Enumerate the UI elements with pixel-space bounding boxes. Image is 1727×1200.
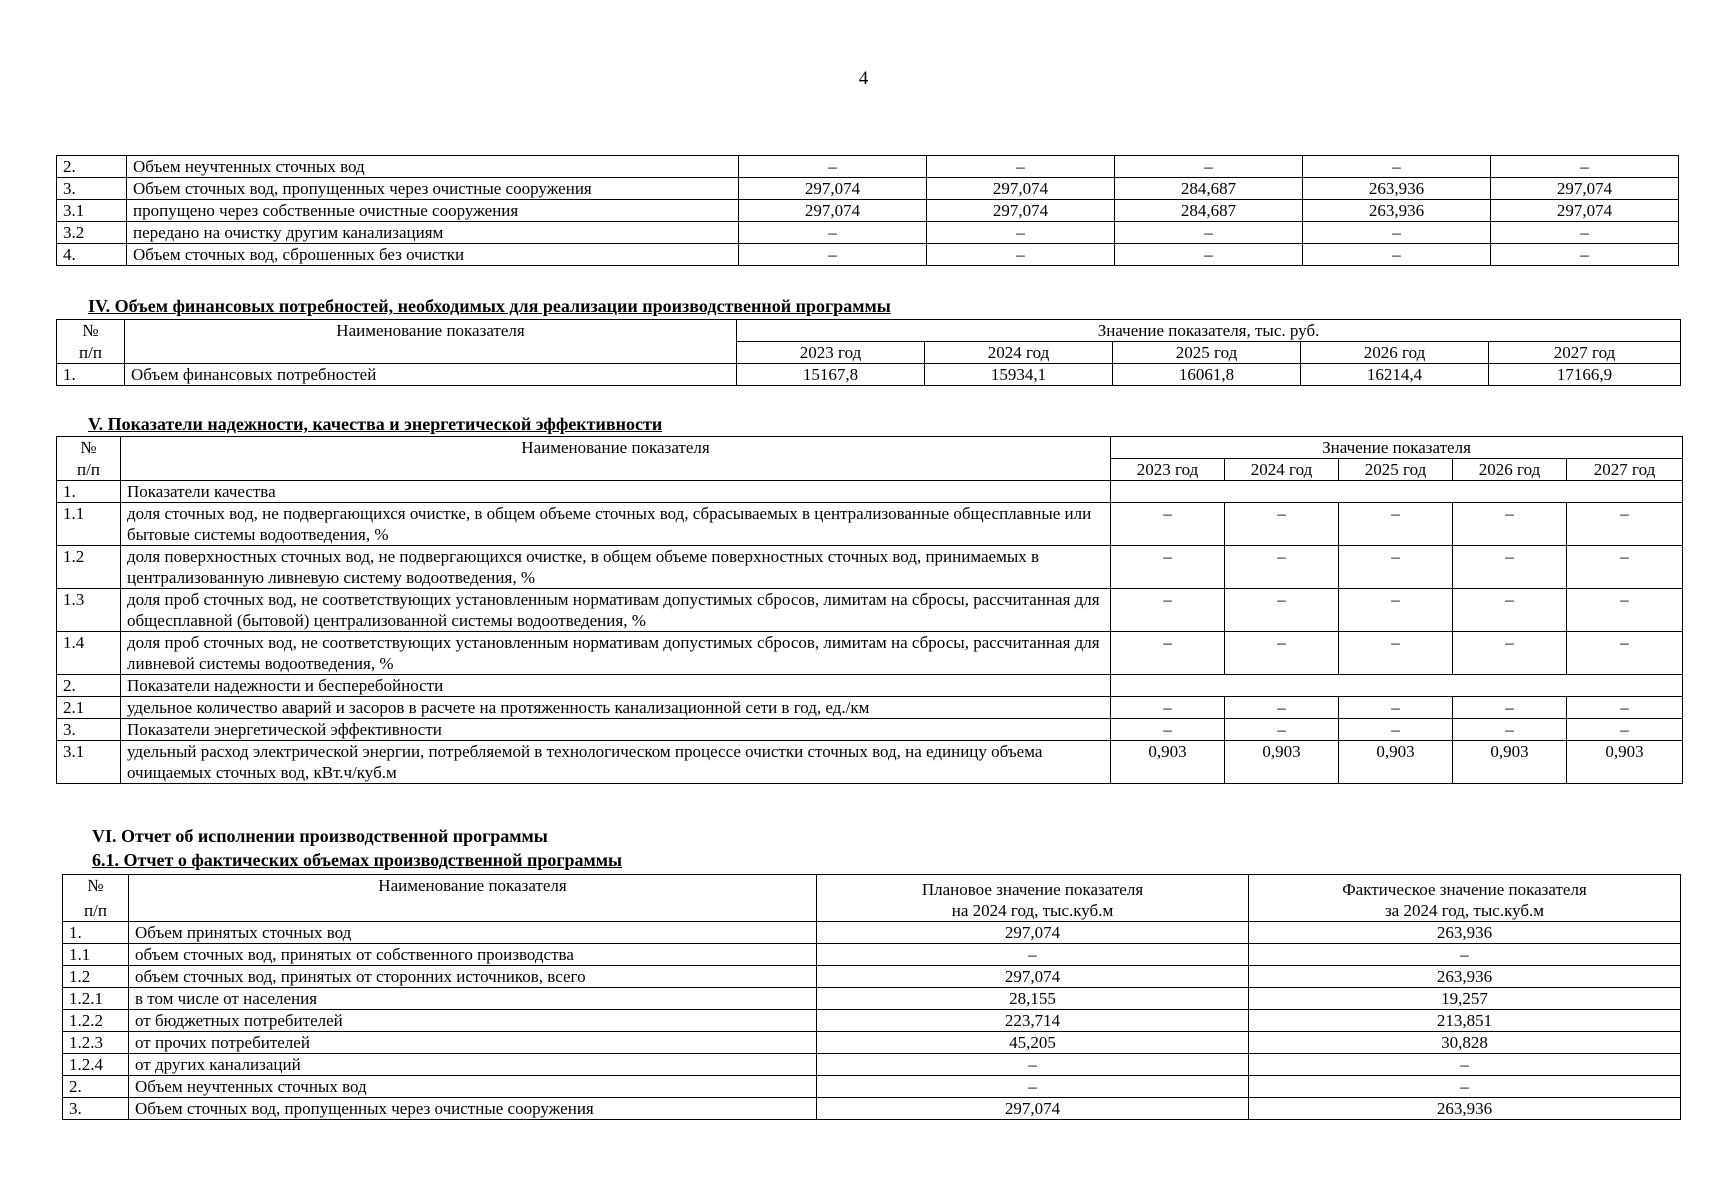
- row-value: –: [739, 244, 927, 266]
- page-number: 4: [858, 68, 869, 89]
- row-number: 1.2: [63, 966, 129, 988]
- col-name-header: Наименование показателя: [125, 320, 737, 364]
- year-header: 2025 год: [1113, 342, 1301, 364]
- row-fact-value: 19,257: [1249, 988, 1681, 1010]
- section5-heading: V. Показатели надежности, качества и энергетической эффективности: [88, 414, 663, 434]
- year-header: 2025 год: [1339, 459, 1453, 481]
- row-fact-value: –: [1249, 1054, 1681, 1076]
- year-header: 2026 год: [1453, 459, 1567, 481]
- row-number: 1.2.1: [63, 988, 129, 1010]
- row-value: –: [1111, 719, 1225, 741]
- row-value: 0,903: [1339, 741, 1453, 784]
- row-value: –: [1339, 697, 1453, 719]
- row-fact-value: 263,936: [1249, 966, 1681, 988]
- year-header: 2027 год: [1567, 459, 1683, 481]
- row-value: 15167,8: [737, 364, 925, 386]
- row-name: Объем неучтенных сточных вод: [127, 156, 739, 178]
- row-number: 1.1: [57, 503, 121, 546]
- col-num-header: №: [63, 875, 129, 901]
- row-plan-value: –: [817, 944, 1249, 966]
- row-value: –: [1111, 546, 1225, 589]
- row-value: 16214,4: [1301, 364, 1489, 386]
- row-name: доля поверхностных сточных вод, не подвергающихся очистке, в общем объеме поверхностных сточных вод, принимаемых в централизованную ливневую систему водоотведения, %: [121, 546, 1111, 589]
- table-row: [57, 589, 1683, 632]
- table-row: [63, 1032, 1681, 1054]
- row-name: в том числе от населения: [129, 988, 817, 1010]
- row-name: объем сточных вод, принятых от сторонних источников, всего: [129, 966, 817, 988]
- row-plan-value: –: [817, 1076, 1249, 1098]
- row-value: –: [1567, 589, 1683, 632]
- row-value: –: [927, 156, 1115, 178]
- row-name: объем сточных вод, принятых от собственного производства: [129, 944, 817, 966]
- table-row: [63, 1010, 1681, 1032]
- col-num-header: №: [57, 437, 121, 459]
- row-value: –: [1491, 156, 1679, 178]
- row-plan-value: 297,074: [817, 922, 1249, 944]
- row-value: 297,074: [739, 178, 927, 200]
- row-value: –: [927, 222, 1115, 244]
- row-value: –: [927, 244, 1115, 266]
- row-value: –: [1115, 156, 1303, 178]
- row-number: 3.2: [57, 222, 127, 244]
- table-financial-needs: [56, 319, 1680, 386]
- row-value: –: [1339, 632, 1453, 675]
- row-number: 2.: [63, 1076, 129, 1098]
- row-number: 1.3: [57, 589, 121, 632]
- row-value: –: [1567, 632, 1683, 675]
- table-row: [63, 944, 1681, 966]
- row-name: Объем сточных вод, сброшенных без очистки: [127, 244, 739, 266]
- row-value: 284,687: [1115, 200, 1303, 222]
- table-row: [63, 1098, 1681, 1120]
- year-header: 2023 год: [1111, 459, 1225, 481]
- row-number: 1.: [63, 922, 129, 944]
- row-value: –: [1115, 244, 1303, 266]
- row-value: –: [1453, 632, 1567, 675]
- row-value: –: [1339, 719, 1453, 741]
- col-fact-header-2: за 2024 год, тыс.куб.м: [1249, 900, 1681, 922]
- row-number: 3.1: [57, 741, 121, 784]
- row-value: 284,687: [1115, 178, 1303, 200]
- col-name-header: Наименование показателя: [121, 437, 1111, 481]
- row-number: 4.: [57, 244, 127, 266]
- row-name: Объем сточных вод, пропущенных через очистные сооружения: [129, 1098, 817, 1120]
- row-value: 297,074: [1491, 200, 1679, 222]
- row-plan-value: 45,205: [817, 1032, 1249, 1054]
- table-row: [57, 503, 1683, 546]
- row-value: 297,074: [927, 200, 1115, 222]
- row-name: от бюджетных потребителей: [129, 1010, 817, 1032]
- row-number: 1.2.2: [63, 1010, 129, 1032]
- table-row: [57, 178, 1679, 200]
- col-plan-header: Плановое значение показателя: [817, 875, 1249, 901]
- table-row: [57, 222, 1679, 244]
- year-header: 2023 год: [737, 342, 925, 364]
- row-number: 1.: [57, 364, 125, 386]
- row-value: –: [1115, 222, 1303, 244]
- section4-heading: IV. Объем финансовых потребностей, необходимых для реализации производственной программы: [88, 296, 891, 316]
- row-name: удельное количество аварий и засоров в расчете на протяженность канализационной сети в год, ед./км: [121, 697, 1111, 719]
- row-value: –: [1303, 244, 1491, 266]
- col-plan-header-2: на 2024 год, тыс.куб.м: [817, 900, 1249, 922]
- row-name: Объем неучтенных сточных вод: [129, 1076, 817, 1098]
- row-name: доля проб сточных вод, не соответствующих установленным нормативам допустимых сбросов, лимитам на сбросы, рассчитанная для общесплавной (бытовой) централизованной системы водоотведения, %: [121, 589, 1111, 632]
- row-fact-value: –: [1249, 1076, 1681, 1098]
- row-name: Показатели энергетической эффективности: [121, 719, 1111, 741]
- year-header: 2027 год: [1489, 342, 1681, 364]
- table-row: [57, 546, 1683, 589]
- row-name: Объем сточных вод, пропущенных через очистные сооружения: [127, 178, 739, 200]
- row-value: –: [1567, 503, 1683, 546]
- row-number: 3.: [63, 1098, 129, 1120]
- row-name: от других канализаций: [129, 1054, 817, 1076]
- row-value: –: [1567, 546, 1683, 589]
- row-value: –: [1111, 503, 1225, 546]
- row-number: 1.2.4: [63, 1054, 129, 1076]
- row-value: 297,074: [739, 200, 927, 222]
- row-value: 0,903: [1111, 741, 1225, 784]
- row-value: –: [1303, 222, 1491, 244]
- row-name: доля сточных вод, не подвергающихся очистке, в общем объеме сточных вод, сбрасываемых в централизованные общесплавные или бытовые системы водоотведения, %: [121, 503, 1111, 546]
- row-value: 16061,8: [1113, 364, 1301, 386]
- row-fact-value: 30,828: [1249, 1032, 1681, 1054]
- table-production-report: [62, 874, 1680, 1120]
- col-value-header: Значение показателя: [1111, 437, 1683, 459]
- col-num-header-2: п/п: [57, 459, 121, 481]
- row-name: Показатели качества: [121, 481, 1111, 503]
- row-value: 0,903: [1453, 741, 1567, 784]
- row-fact-value: –: [1249, 944, 1681, 966]
- row-value: –: [1453, 697, 1567, 719]
- row-number: 1.2: [57, 546, 121, 589]
- row-number: 1.2.3: [63, 1032, 129, 1054]
- row-value: 297,074: [927, 178, 1115, 200]
- row-fact-value: 263,936: [1249, 922, 1681, 944]
- row-value: –: [1225, 546, 1339, 589]
- row-value: 15934,1: [925, 364, 1113, 386]
- row-value: –: [1567, 719, 1683, 741]
- row-value: –: [1567, 697, 1683, 719]
- row-value: –: [1303, 156, 1491, 178]
- row-number: 3.: [57, 719, 121, 741]
- col-num-header-2: п/п: [57, 342, 125, 364]
- row-value: –: [1453, 589, 1567, 632]
- row-value: 297,074: [1491, 178, 1679, 200]
- row-value: –: [739, 156, 927, 178]
- table-row: [57, 632, 1683, 675]
- row-number: 2.: [57, 156, 127, 178]
- col-num-header: №: [57, 320, 125, 342]
- table-row: [57, 697, 1683, 719]
- table-row: [57, 741, 1683, 784]
- section6-subheading: 6.1. Отчет о фактических объемах производственной программы: [92, 850, 623, 870]
- row-name: Объем финансовых потребностей: [125, 364, 737, 386]
- col-value-header: Значение показателя, тыс. руб.: [737, 320, 1681, 342]
- row-plan-value: –: [817, 1054, 1249, 1076]
- col-num-header-2: п/п: [63, 900, 129, 922]
- table-row: [57, 364, 1681, 386]
- row-value: –: [739, 222, 927, 244]
- row-value: –: [1339, 589, 1453, 632]
- row-number: 1.4: [57, 632, 121, 675]
- table-row: [57, 200, 1679, 222]
- row-value: –: [1111, 589, 1225, 632]
- row-name: пропущено через собственные очистные сооружения: [127, 200, 739, 222]
- table-row: [57, 719, 1683, 741]
- row-value: –: [1225, 589, 1339, 632]
- row-value: 17166,9: [1489, 364, 1681, 386]
- col-name-header: Наименование показателя: [129, 875, 817, 922]
- table-row: [63, 966, 1681, 988]
- col-fact-header: Фактическое значение показателя: [1249, 875, 1681, 901]
- row-name: удельный расход электрической энергии, потребляемой в технологическом процессе очистки сточных вод, на единицу объема очищаемых сточных вод, кВт.ч/куб.м: [121, 741, 1111, 784]
- row-fact-value: 263,936: [1249, 1098, 1681, 1120]
- row-value: –: [1225, 697, 1339, 719]
- table-row: [57, 244, 1679, 266]
- row-plan-value: 28,155: [817, 988, 1249, 1010]
- row-name: Объем принятых сточных вод: [129, 922, 817, 944]
- row-name: доля проб сточных вод, не соответствующих установленным нормативам допустимых сбросов, лимитам на сбросы, рассчитанная для ливневой системы водоотведения, %: [121, 632, 1111, 675]
- row-value: –: [1453, 546, 1567, 589]
- row-value: –: [1491, 244, 1679, 266]
- row-number: 3.: [57, 178, 127, 200]
- row-plan-value: 297,074: [817, 966, 1249, 988]
- row-number: 2.1: [57, 697, 121, 719]
- row-number: 2.: [57, 675, 121, 697]
- group-spacer: [1111, 675, 1683, 697]
- row-value: –: [1453, 719, 1567, 741]
- row-value: –: [1491, 222, 1679, 244]
- row-value: 263,936: [1303, 200, 1491, 222]
- row-number: 3.1: [57, 200, 127, 222]
- table-row: [63, 922, 1681, 944]
- year-header: 2024 год: [1225, 459, 1339, 481]
- row-value: –: [1453, 503, 1567, 546]
- row-value: –: [1111, 632, 1225, 675]
- row-value: –: [1225, 503, 1339, 546]
- table-row: [57, 481, 1683, 503]
- row-plan-value: 297,074: [817, 1098, 1249, 1120]
- row-value: –: [1225, 719, 1339, 741]
- row-value: 263,936: [1303, 178, 1491, 200]
- year-header: 2024 год: [925, 342, 1113, 364]
- table-row: [63, 988, 1681, 1010]
- group-spacer: [1111, 481, 1683, 503]
- row-number: 1.1: [63, 944, 129, 966]
- row-value: –: [1339, 546, 1453, 589]
- table-row: [57, 675, 1683, 697]
- row-value: –: [1339, 503, 1453, 546]
- row-value: –: [1111, 697, 1225, 719]
- table-reliability: [56, 436, 1682, 784]
- row-name: от прочих потребителей: [129, 1032, 817, 1054]
- row-name: Показатели надежности и бесперебойности: [121, 675, 1111, 697]
- table-continuation: [56, 155, 1678, 266]
- table-row: [63, 1054, 1681, 1076]
- section6-heading: VI. Отчет об исполнении производственной программы: [92, 826, 548, 846]
- row-plan-value: 223,714: [817, 1010, 1249, 1032]
- row-fact-value: 213,851: [1249, 1010, 1681, 1032]
- row-number: 1.: [57, 481, 121, 503]
- table-row: [57, 156, 1679, 178]
- table-row: [63, 1076, 1681, 1098]
- row-name: передано на очистку другим канализациям: [127, 222, 739, 244]
- row-value: 0,903: [1225, 741, 1339, 784]
- row-value: –: [1225, 632, 1339, 675]
- row-value: 0,903: [1567, 741, 1683, 784]
- year-header: 2026 год: [1301, 342, 1489, 364]
